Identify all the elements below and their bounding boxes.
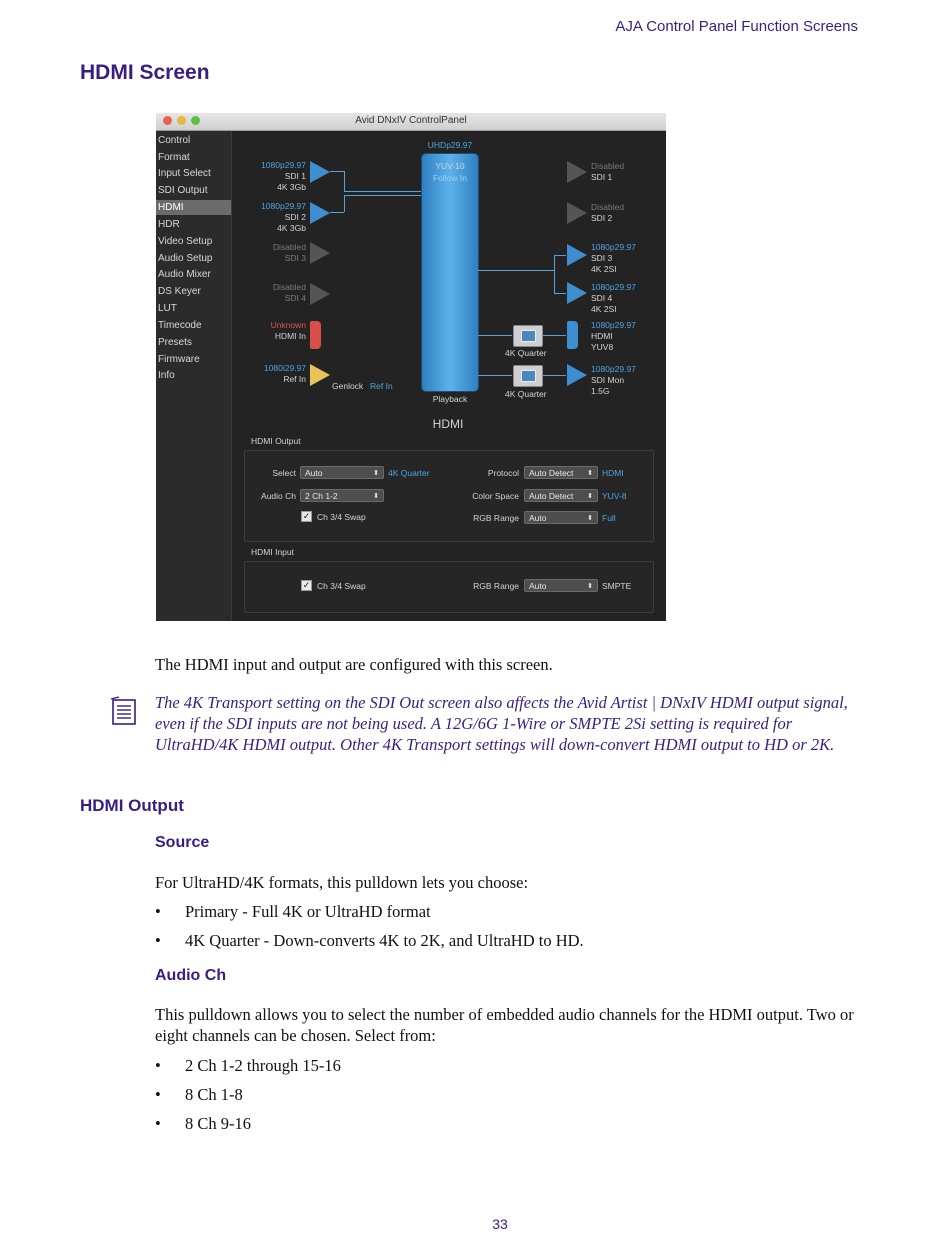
ref-in-arrow-icon[interactable] — [310, 364, 330, 386]
input-sdi1-format: 1080p29.97 — [261, 160, 306, 170]
select-dropdown[interactable] — [300, 466, 384, 479]
output-sdi4-sub: 4K 2SI — [591, 304, 617, 314]
quarter-label-1: 4K Quarter — [505, 348, 547, 358]
select-label: Select — [272, 468, 296, 478]
connector-line — [344, 191, 421, 192]
section-title: HDMI — [432, 417, 464, 431]
output-swap-checkbox[interactable]: ✓ — [302, 511, 311, 521]
bullet-icon: • — [155, 1085, 161, 1104]
colorspace-dropdown[interactable] — [524, 489, 598, 502]
output-hdmi-sub: YUV8 — [591, 342, 614, 352]
sidebar-item-timecode[interactable]: Timecode — [158, 320, 202, 331]
input-rgb-chevron-icon: ⬍ — [587, 583, 593, 590]
bullet-icon: • — [155, 931, 161, 950]
list-item — [155, 901, 855, 930]
source-paragraph: For UltraHD/4K formats, this pulldown lets you choose: — [155, 873, 529, 892]
window-title: Avid DNxIV ControlPanel — [355, 115, 467, 126]
connector-line — [344, 195, 345, 212]
window-titlebar — [156, 113, 666, 131]
input-swap-checkbox[interactable]: ✓ — [302, 580, 311, 590]
connector-line — [554, 293, 566, 294]
input-sdi2-format: 1080p29.97 — [261, 201, 306, 211]
rgb-range-status: Full — [602, 513, 616, 523]
input-sdi2-arrow-icon[interactable] — [310, 202, 330, 224]
protocol-chevron-icon: ⬍ — [587, 470, 593, 477]
sidebar-item-format[interactable]: Format — [158, 152, 190, 163]
select-value: Auto — [305, 468, 323, 478]
output-sdi4-name: SDI 4 — [591, 293, 613, 303]
sidebar-item-ds-keyer[interactable]: DS Keyer — [158, 286, 201, 297]
connector-line — [330, 171, 344, 172]
output-hdmi-format: 1080p29.97 — [591, 320, 636, 330]
sidebar-item-firmware[interactable]: Firmware — [158, 354, 200, 365]
audio-ch-bullet-list — [155, 1055, 855, 1142]
connector-line — [542, 335, 566, 336]
output-sdi-mon-arrow-icon[interactable] — [567, 364, 587, 386]
audio-ch-paragraph: This pulldown allows you to select the number of embedded audio channels for the HDMI output. Two or eight channels can be chosen. Select from: — [155, 1005, 854, 1045]
control-panel-screenshot — [156, 113, 666, 621]
input-rgb-status: SMPTE — [602, 581, 632, 591]
protocol-status: HDMI — [602, 468, 624, 478]
note-icon — [109, 696, 139, 726]
output-hdmi-name: HDMI — [591, 331, 613, 341]
output-sdi3-format: 1080p29.97 — [591, 242, 636, 252]
bullet-icon: • — [155, 1114, 161, 1133]
connector-line — [344, 171, 345, 191]
connector-line — [478, 375, 512, 376]
center-colorspace: YUV-10 — [435, 161, 465, 171]
rgb-range-label: RGB Range — [473, 513, 519, 523]
select-chevron-icon: ⬍ — [373, 470, 379, 477]
center-format: UHDp29.97 — [427, 140, 473, 150]
page-number: 33 — [492, 1216, 508, 1232]
output-sdi4-format: 1080p29.97 — [591, 282, 636, 292]
output-sdi3-arrow-icon[interactable] — [567, 244, 587, 266]
sidebar-item-sdi-output[interactable]: SDI Output — [158, 185, 208, 196]
select-status: 4K Quarter — [388, 468, 430, 478]
input-sdi3-name: SDI 3 — [284, 253, 306, 263]
input-ref-format: 1080i29.97 — [263, 363, 306, 373]
output-swap-label: Ch 3/4 Swap — [317, 512, 366, 522]
output-sdi3-name: SDI 3 — [591, 253, 613, 263]
input-sdi1-arrow-icon[interactable] — [310, 161, 330, 183]
connector-line — [542, 375, 566, 376]
input-sdi1-name: SDI 1 — [284, 171, 306, 181]
center-footer: Playback — [432, 394, 468, 404]
hdmi-output-title: HDMI Output — [251, 436, 301, 446]
source-bullet-list — [155, 901, 855, 959]
audio-ch-dropdown[interactable] — [300, 489, 384, 502]
input-hdmi-name: HDMI In — [274, 331, 306, 341]
subheading-audio-ch: Audio Ch — [155, 967, 227, 984]
colorspace-status: YUV-8 — [602, 491, 627, 501]
note-text: The 4K Transport setting on the SDI Out screen also affects the Avid Artist | DNxIV HDMI output signal, even if the SDI inputs are not being used. A 12G/6G 1-Wire or SMPTE 2Si setting is required for UltraHD/4K HDMI output. Other 4K Transport settings will down-convert HDMI output to HD or 2K. — [155, 693, 848, 754]
list-item-text: 8 Ch 1-8 — [185, 1085, 243, 1104]
page-title: HDMI Screen — [80, 61, 210, 84]
list-item-text: 4K Quarter - Down-converts 4K to 2K, and UltraHD to HD. — [185, 931, 584, 950]
input-rgb-value: Auto — [529, 581, 547, 591]
colorspace-chevron-icon: ⬍ — [587, 493, 593, 500]
sidebar-item-audio-setup[interactable]: Audio Setup — [158, 253, 213, 264]
sidebar-item-video-setup[interactable]: Video Setup — [158, 236, 213, 247]
sidebar-item-control[interactable]: Control — [158, 135, 191, 146]
output-sdi2-arrow-icon[interactable] — [567, 202, 587, 224]
hdmi-input-title: HDMI Input — [251, 547, 294, 557]
output-sdi2-format: Disabled — [591, 202, 625, 212]
list-item-text: Primary - Full 4K or UltraHD format — [185, 902, 431, 921]
input-hdmi-format: Unknown — [270, 320, 306, 330]
section-heading-hdmi-output: HDMI Output — [80, 796, 184, 815]
output-sdi2-name: SDI 2 — [591, 213, 613, 223]
quarter-converter-icon[interactable] — [513, 365, 543, 387]
input-sdi2-name: SDI 2 — [284, 212, 306, 222]
protocol-label: Protocol — [487, 468, 519, 478]
input-rgb-label: RGB Range — [473, 581, 519, 591]
playback-block[interactable] — [421, 153, 479, 392]
colorspace-label: Color Space — [472, 491, 519, 501]
sidebar-item-hdr[interactable]: HDR — [158, 219, 180, 230]
sidebar-item-input-select[interactable]: Input Select — [158, 168, 211, 179]
input-sdi4-name: SDI 4 — [284, 293, 306, 303]
protocol-value: Auto Detect — [529, 468, 574, 478]
list-item — [155, 1055, 855, 1084]
hdmi-in-connector-icon[interactable] — [310, 321, 321, 349]
list-item-text: 8 Ch 9-16 — [185, 1114, 251, 1133]
quarter-label-2: 4K Quarter — [505, 389, 547, 399]
connector-line — [554, 255, 555, 293]
rgb-range-dropdown[interactable] — [524, 511, 598, 524]
input-sdi2-sub: 4K 3Gb — [277, 223, 306, 233]
connector-line — [330, 212, 344, 213]
input-sdi1-sub: 4K 3Gb — [277, 182, 306, 192]
audio-ch-value: 2 Ch 1-2 — [305, 491, 338, 501]
audio-ch-label: Audio Ch — [261, 491, 296, 501]
hdmi-out-connector-icon[interactable] — [567, 321, 578, 349]
intro-paragraph: The HDMI input and output are configured with this screen. — [155, 655, 553, 674]
colorspace-value: Auto Detect — [529, 491, 574, 501]
input-sdi3-arrow-icon[interactable] — [310, 242, 330, 264]
output-sdi1-arrow-icon[interactable] — [567, 161, 587, 183]
input-ref-name: Ref In — [283, 374, 306, 384]
sidebar-item-audio-mixer[interactable]: Audio Mixer — [158, 269, 211, 280]
input-sdi4-arrow-icon[interactable] — [310, 283, 330, 305]
output-sdi4-arrow-icon[interactable] — [567, 282, 587, 304]
sidebar-item-presets[interactable]: Presets — [158, 337, 192, 348]
rgb-range-value: Auto — [529, 513, 547, 523]
running-header: AJA Control Panel Function Screens — [615, 18, 858, 35]
list-item-text: 2 Ch 1-2 through 15-16 — [185, 1056, 341, 1075]
protocol-dropdown[interactable] — [524, 466, 598, 479]
input-sdi4-format: Disabled — [272, 282, 306, 292]
genlock-value: Ref In — [370, 381, 393, 391]
connector-line — [554, 255, 566, 256]
input-sdi3-format: Disabled — [272, 242, 306, 252]
list-item — [155, 930, 855, 959]
input-rgb-dropdown[interactable] — [524, 579, 598, 592]
output-sdi3-sub: 4K 2SI — [591, 264, 617, 274]
output-sdi1-format: Disabled — [591, 161, 625, 171]
bullet-icon: • — [155, 902, 161, 921]
output-sdimon-sub: 1.5G — [591, 386, 610, 396]
output-sdimon-format: 1080p29.97 — [591, 364, 636, 374]
connector-line — [478, 335, 512, 336]
quarter-converter-icon[interactable] — [513, 325, 543, 347]
sidebar-item-hdmi[interactable]: HDMI — [156, 200, 231, 215]
list-item — [155, 1113, 855, 1142]
sidebar-item-lut[interactable]: LUT — [158, 303, 177, 314]
output-sdimon-name: SDI Mon — [591, 375, 625, 385]
output-sdi1-name: SDI 1 — [591, 172, 613, 182]
subheading-source: Source — [155, 834, 210, 851]
audio-ch-chevron-icon: ⬍ — [373, 493, 379, 500]
center-mode: Follow In — [432, 173, 467, 183]
sidebar-item-info[interactable]: Info — [158, 370, 175, 381]
input-swap-label: Ch 3/4 Swap — [317, 581, 366, 591]
connector-line — [344, 195, 421, 196]
bullet-icon: • — [155, 1056, 161, 1075]
list-item — [155, 1084, 855, 1113]
rgb-range-chevron-icon: ⬍ — [587, 515, 593, 522]
connector-line — [478, 270, 554, 271]
genlock-label: Genlock — [332, 381, 364, 391]
sidebar — [156, 131, 232, 621]
